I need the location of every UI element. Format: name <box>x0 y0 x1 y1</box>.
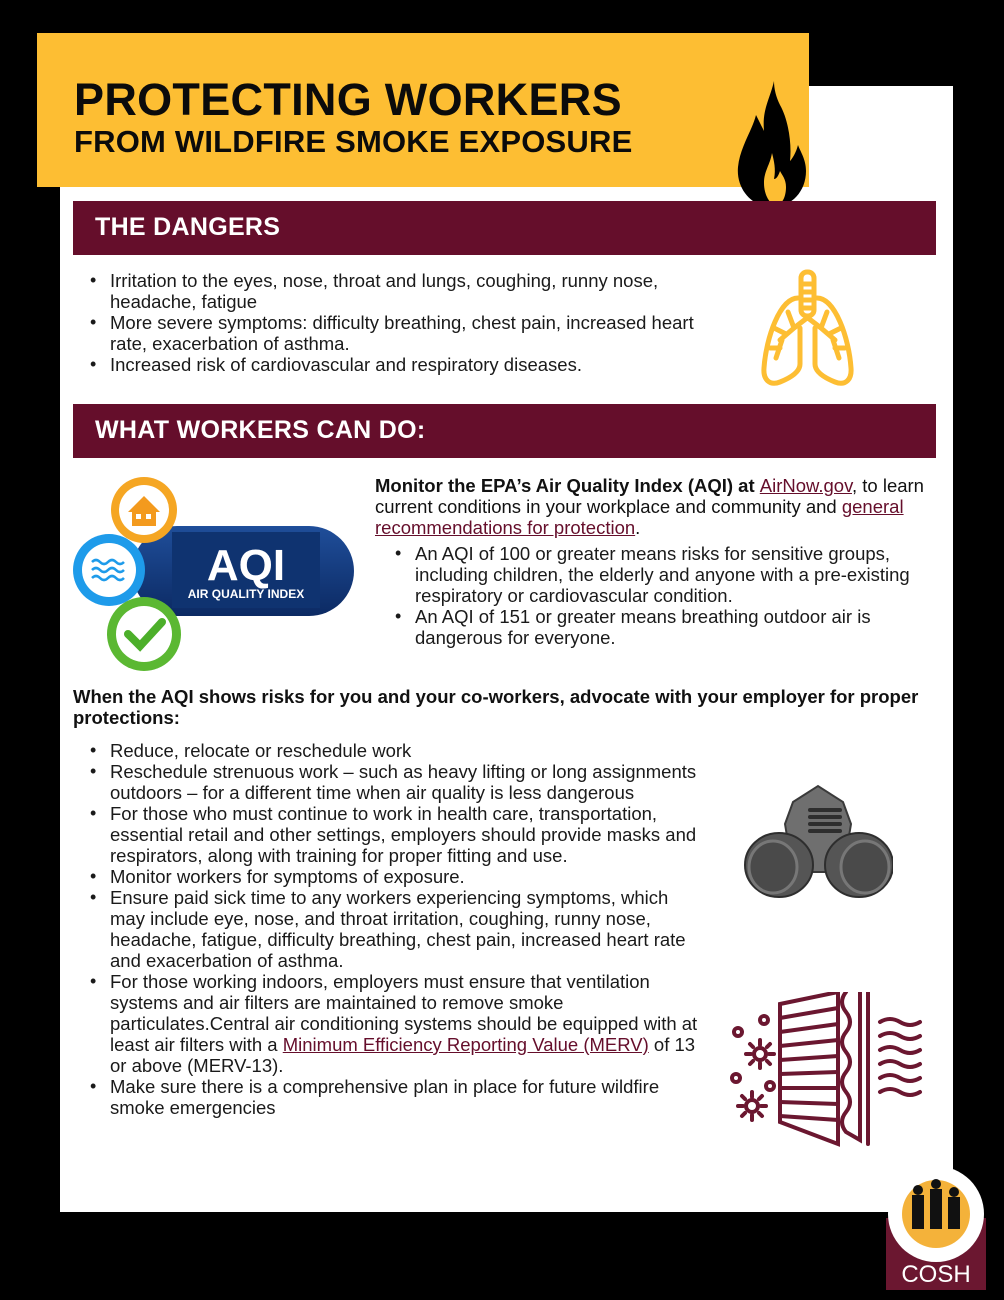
title-banner <box>37 33 809 187</box>
monitor-end: . <box>635 517 641 538</box>
advocate-heading: When the AQI shows risks for you and your co-workers, advocate with your employer for proper protections: <box>73 686 919 728</box>
page-subtitle: FROM WILDFIRE SMOKE EXPOSURE <box>74 124 633 159</box>
svg-text:AIR QUALITY INDEX: AIR QUALITY INDEX <box>187 587 305 601</box>
cosh-wordmark: COSH <box>901 1261 971 1288</box>
dangers-list <box>88 270 708 375</box>
section-header-workers <box>73 404 936 458</box>
list-item: • More severe symptoms: difficulty breathing, chest pain, increased heart rate, exacerbation of asthma. <box>88 312 708 354</box>
flame-icon <box>734 79 809 209</box>
page-title: PROTECTING WORKERS <box>74 74 622 125</box>
recommendations-link[interactable]: general recommendations for protection <box>375 496 904 538</box>
aqi-logo <box>72 474 357 674</box>
list-item: • For those who must continue to work in health care, transportation, essential retail and other settings, employers should provide masks and respirators, along with training for proper fitting and use. <box>88 803 708 866</box>
list-item: • An AQI of 151 or greater means breathing outdoor air is dangerous for everyone. <box>393 606 913 648</box>
indoor-text: For those working indoors, employers must ensure that ventilation systems and air filters are maintained to remove smoke particulates.Central air conditioning systems should be equipped with at least air filters with a <box>110 971 698 1055</box>
indoor-text-end: of 13 or above (MERV-13). <box>110 1034 696 1076</box>
section-title-workers: WHAT WORKERS CAN DO: <box>95 416 426 444</box>
list-item: • An AQI of 100 or greater means risks for sensitive groups, including children, the elderly and anyone with a pre-existing respiratory or cardiovascular condition. <box>393 543 913 606</box>
monitor-lead: Monitor the EPA’s Air Quality Index (AQI) at <box>375 475 760 496</box>
list-item: • Ensure paid sick time to any workers experiencing symptoms, which may include eye, nose, and throat irritation, coughing, runny nose, headache, fatigue, difficulty breathing, chest pain, increased heart rate and exacerbation of asthma. <box>88 887 708 971</box>
list-item <box>88 971 708 1076</box>
section-title-dangers: THE DANGERS <box>95 213 281 241</box>
monitor-text: , to learn current conditions in your workplace and community and <box>375 475 924 517</box>
list-item: • Increased risk of cardiovascular and respiratory diseases. <box>88 354 708 375</box>
section-header-dangers <box>73 201 936 255</box>
waves-icon <box>73 534 145 606</box>
checkmark-icon <box>107 597 181 671</box>
aqi-threshold-list <box>393 543 913 648</box>
airnow-link[interactable]: AirNow.gov <box>759 475 852 496</box>
air-filter-icon <box>728 992 938 1152</box>
monitor-paragraph <box>375 475 935 538</box>
aqi-logo-title: AQI <box>206 541 286 590</box>
list-item: • Make sure there is a comprehensive plan in place for future wildfire smoke emergencies <box>88 1076 708 1118</box>
house-icon <box>111 477 177 543</box>
list-item: • Irritation to the eyes, nose, throat and lungs, coughing, runny nose, headache, fatigue <box>88 270 708 312</box>
list-item: • Reschedule strenuous work – such as heavy lifting or long assignments outdoors – for a different time when air quality is less dangerous <box>88 761 708 803</box>
list-item: • Monitor workers for symptoms of exposure. <box>88 866 708 887</box>
cosh-logo <box>880 1162 988 1290</box>
merv-link[interactable]: Minimum Efficiency Reporting Value (MERV) <box>282 1034 649 1055</box>
respirator-icon <box>743 772 893 902</box>
lungs-icon <box>760 268 855 390</box>
protections-list <box>88 740 708 1118</box>
list-item: • Reduce, relocate or reschedule work <box>88 740 708 761</box>
